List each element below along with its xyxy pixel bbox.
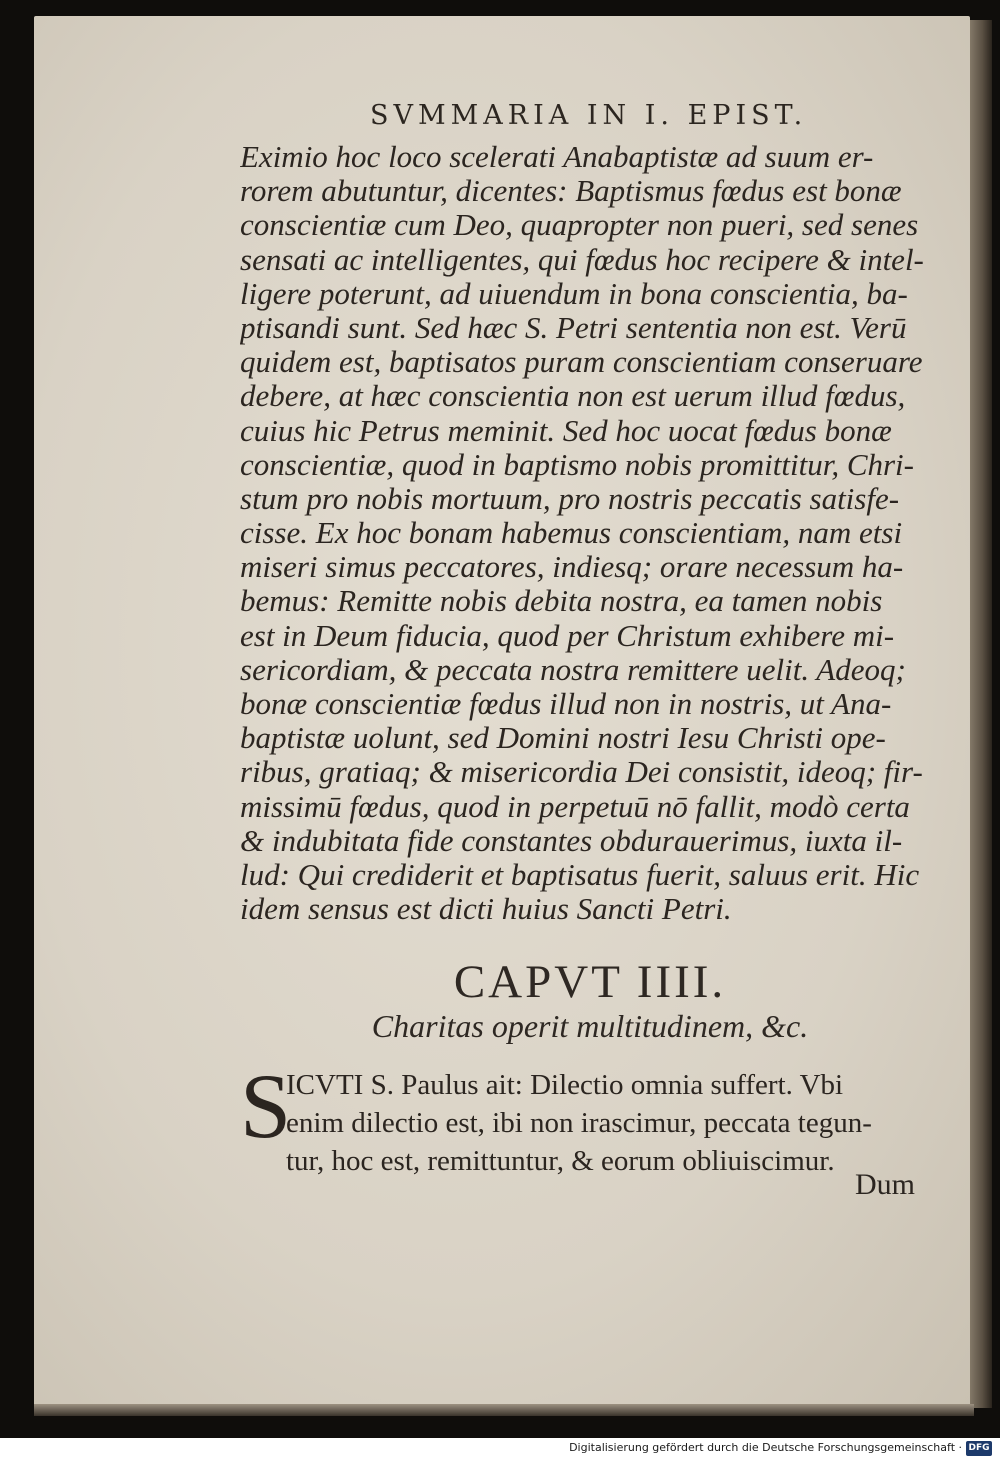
body-line: cuius hic Petrus meminit. Sed hoc uocat fœdus bonæ: [240, 413, 892, 448]
drop-initial: S: [240, 1055, 292, 1157]
body-line: cisse. Ex hoc bonam habemus conscientiam, nam etsi: [240, 516, 903, 551]
footer-credit: Digitalisierung gefördert durch die Deutsche Forschungsgemeinschaft ·: [569, 1441, 962, 1454]
body-line: miseri simus peccatores, indiesq; orare necessum ha-: [240, 550, 904, 585]
body-line: bonæ conscientiæ fœdus illud non in nostris, ut Ana-: [240, 687, 892, 721]
running-head: SVMMARIA IN I. EPIST.: [370, 100, 808, 131]
body-line: & indubitata fide constantes obdurauerimus, iuxta il-: [240, 823, 903, 858]
body-line: rorem abutuntur, dicentes: Baptismus fœdus est bonæ: [240, 174, 902, 209]
body-line: lud: Qui crediderit et baptisatus fuerit, saluus erit. Hic: [240, 857, 920, 892]
body-line: ptisandi sunt. Sed hæc S. Petri sententia non est. Verū: [240, 310, 907, 345]
section-text: [240, 1066, 960, 1180]
body-line: ligere poterunt, ad uiuendum in bona conscientia, ba-: [240, 276, 908, 311]
page-edge-bottom: [34, 1404, 974, 1416]
body-line: baptistæ uolunt, sed Domini nostri Iesu Christi ope-: [240, 721, 886, 756]
body-line: quidem est, baptisatos puram conscientiam conseruare: [240, 345, 923, 380]
chapter-heading: CAPVT IIII.: [453, 956, 727, 1008]
chapter-subtitle: Charitas operit multitudinem, &c.: [371, 1008, 809, 1044]
body-line: stum pro nobis mortuum, pro nostris peccatis satisfe-: [240, 481, 900, 516]
section-line: ICVTI S. Paulus ait: Dilectio omnia suffert. Vbi: [286, 1069, 844, 1101]
body-line: ribus, gratiaq; & misericordia Dei consistit, ideoq; fir-: [240, 755, 923, 790]
catchword: Dum: [855, 1168, 915, 1201]
body-line: est in Deum fiducia, quod per Christum exhibere mi-: [240, 618, 895, 653]
body-line: conscientiæ cum Deo, quapropter non pueri, sed senes: [240, 208, 919, 243]
body-line: idem sensus est dicti huius Sancti Petri.: [240, 892, 732, 927]
body-line: sensati ac intelligentes, qui fœdus hoc recipere & intel-: [240, 242, 924, 277]
body-line: missimū fœdus, quod in perpetuū nō fallit, modò certa: [240, 789, 910, 824]
body-line: bemus: Remitte nobis debita nostra, ea tamen nobis: [240, 584, 883, 619]
body-line: conscientiæ, quod in baptismo nobis promittitur, Chri-: [240, 447, 914, 482]
section-line: enim dilectio est, ibi non irascimur, peccata tegun-: [286, 1107, 872, 1139]
section-line: tur, hoc est, remittuntur, & eorum obliuiscimur.: [286, 1145, 835, 1177]
page-edge-right: [968, 20, 992, 1408]
dfg-logo: DFG: [966, 1441, 992, 1456]
body-line: debere, at hæc conscientia non est uerum illud fœdus,: [240, 379, 906, 414]
body-line: Eximio hoc loco scelerati Anabaptistæ ad suum er-: [240, 140, 874, 174]
body-text: [240, 140, 940, 926]
body-line: sericordiam, & peccata nostra remittere uelit. Adeoq;: [240, 652, 906, 687]
